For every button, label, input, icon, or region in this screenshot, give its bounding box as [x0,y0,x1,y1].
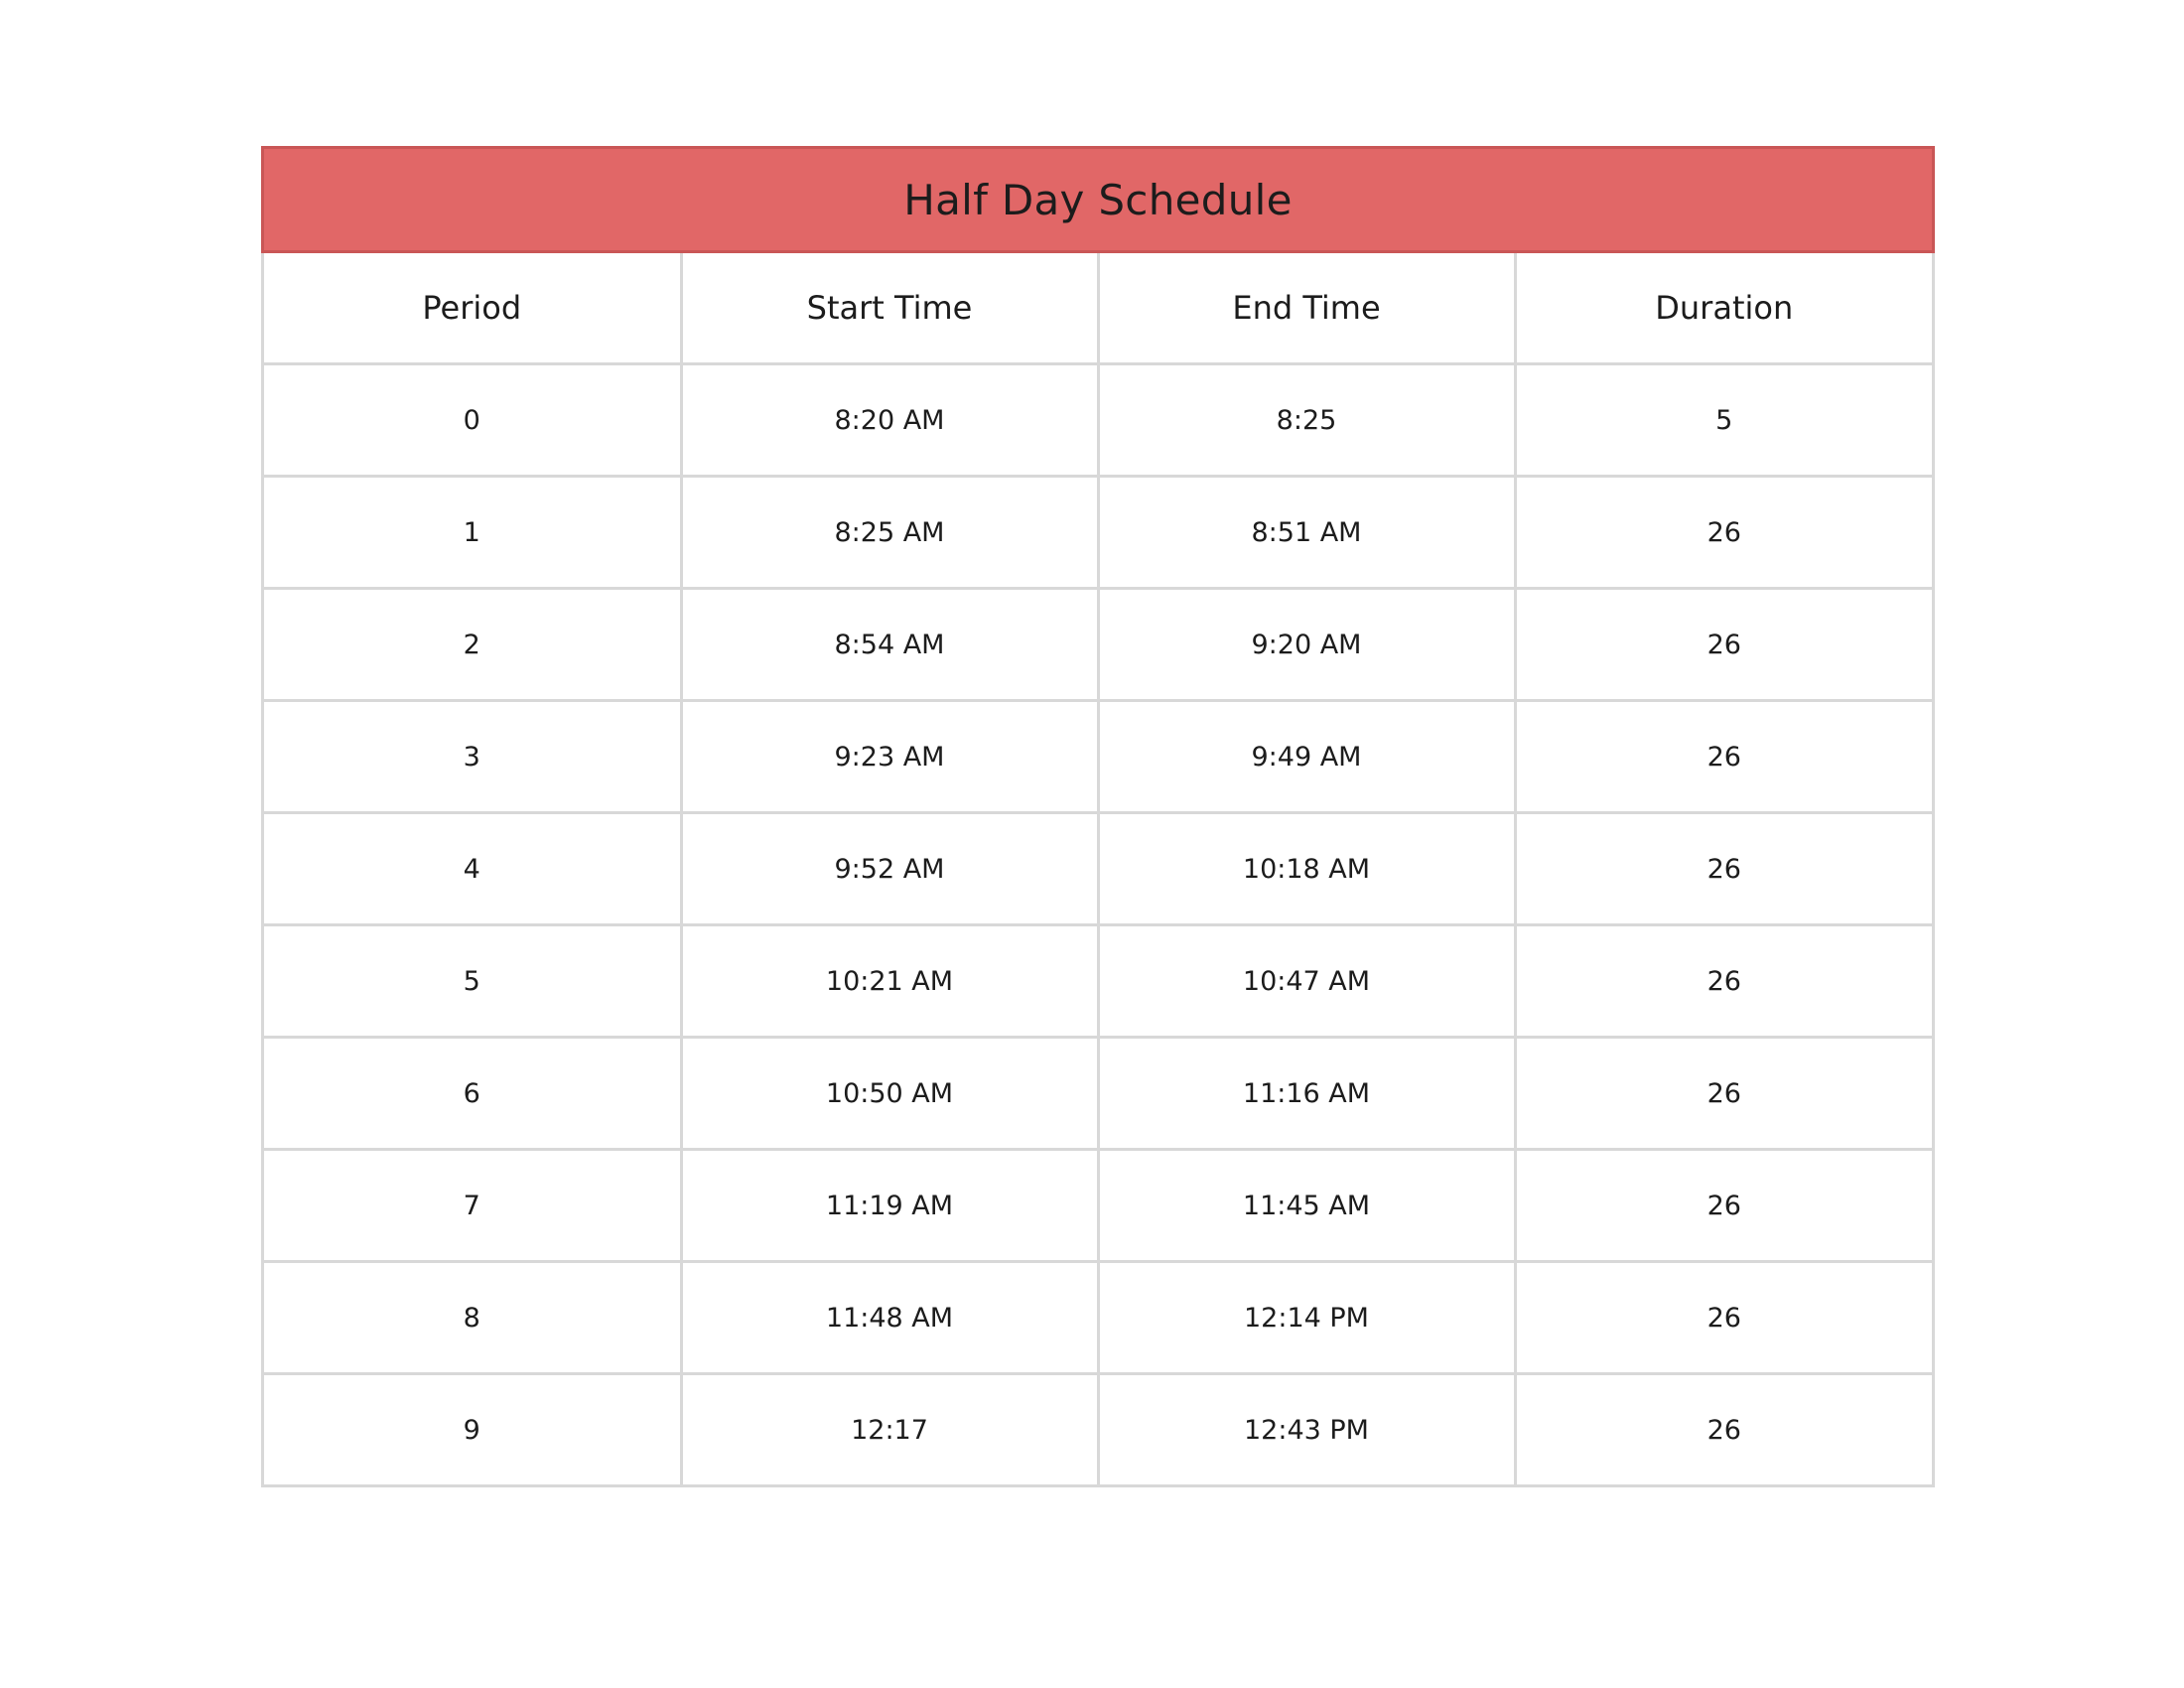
table-row [264,1262,1932,1374]
cell-period: 6 [264,1038,681,1150]
cell-start-time: 9:52 AM [681,813,1098,925]
cell-end-time: 9:49 AM [1098,701,1515,813]
cell-start-time: 12:17 [681,1374,1098,1485]
cell-end-time: 11:45 AM [1098,1150,1515,1262]
table-row [264,364,1932,477]
cell-start-time: 11:48 AM [681,1262,1098,1374]
cell-start-time: 11:19 AM [681,1150,1098,1262]
cell-duration: 26 [1515,701,1932,813]
cell-start-time: 10:21 AM [681,925,1098,1038]
table-header [264,253,1932,364]
table-row [264,589,1932,701]
cell-period: 8 [264,1262,681,1374]
table-body [264,364,1932,1485]
table-row [264,1038,1932,1150]
cell-period: 4 [264,813,681,925]
header-period: Period [264,253,681,364]
cell-period: 3 [264,701,681,813]
cell-end-time: 10:47 AM [1098,925,1515,1038]
cell-duration: 26 [1515,477,1932,589]
cell-end-time: 11:16 AM [1098,1038,1515,1150]
cell-duration: 26 [1515,925,1932,1038]
cell-period: 0 [264,364,681,477]
cell-period: 9 [264,1374,681,1485]
header-duration: Duration [1515,253,1932,364]
cell-end-time: 9:20 AM [1098,589,1515,701]
cell-end-time: 8:51 AM [1098,477,1515,589]
cell-start-time: 8:54 AM [681,589,1098,701]
cell-period: 2 [264,589,681,701]
header-start-time: Start Time [681,253,1098,364]
cell-period: 5 [264,925,681,1038]
cell-duration: 26 [1515,813,1932,925]
header-row [264,253,1932,364]
cell-period: 1 [264,477,681,589]
cell-end-time: 12:14 PM [1098,1262,1515,1374]
schedule-table-container [261,146,1935,1487]
table-row [264,1374,1932,1485]
cell-start-time: 8:20 AM [681,364,1098,477]
cell-duration: 26 [1515,1150,1932,1262]
table-row [264,701,1932,813]
cell-period: 7 [264,1150,681,1262]
cell-start-time: 9:23 AM [681,701,1098,813]
schedule-title: Half Day Schedule [261,146,1935,253]
schedule-table [264,253,1932,1484]
cell-end-time: 10:18 AM [1098,813,1515,925]
cell-duration: 26 [1515,1374,1932,1485]
header-end-time: End Time [1098,253,1515,364]
cell-duration: 5 [1515,364,1932,477]
table-row [264,477,1932,589]
table-row [264,813,1932,925]
cell-duration: 26 [1515,1038,1932,1150]
cell-start-time: 10:50 AM [681,1038,1098,1150]
cell-duration: 26 [1515,589,1932,701]
cell-end-time: 12:43 PM [1098,1374,1515,1485]
cell-start-time: 8:25 AM [681,477,1098,589]
table-row [264,1150,1932,1262]
cell-duration: 26 [1515,1262,1932,1374]
cell-end-time: 8:25 [1098,364,1515,477]
table-row [264,925,1932,1038]
